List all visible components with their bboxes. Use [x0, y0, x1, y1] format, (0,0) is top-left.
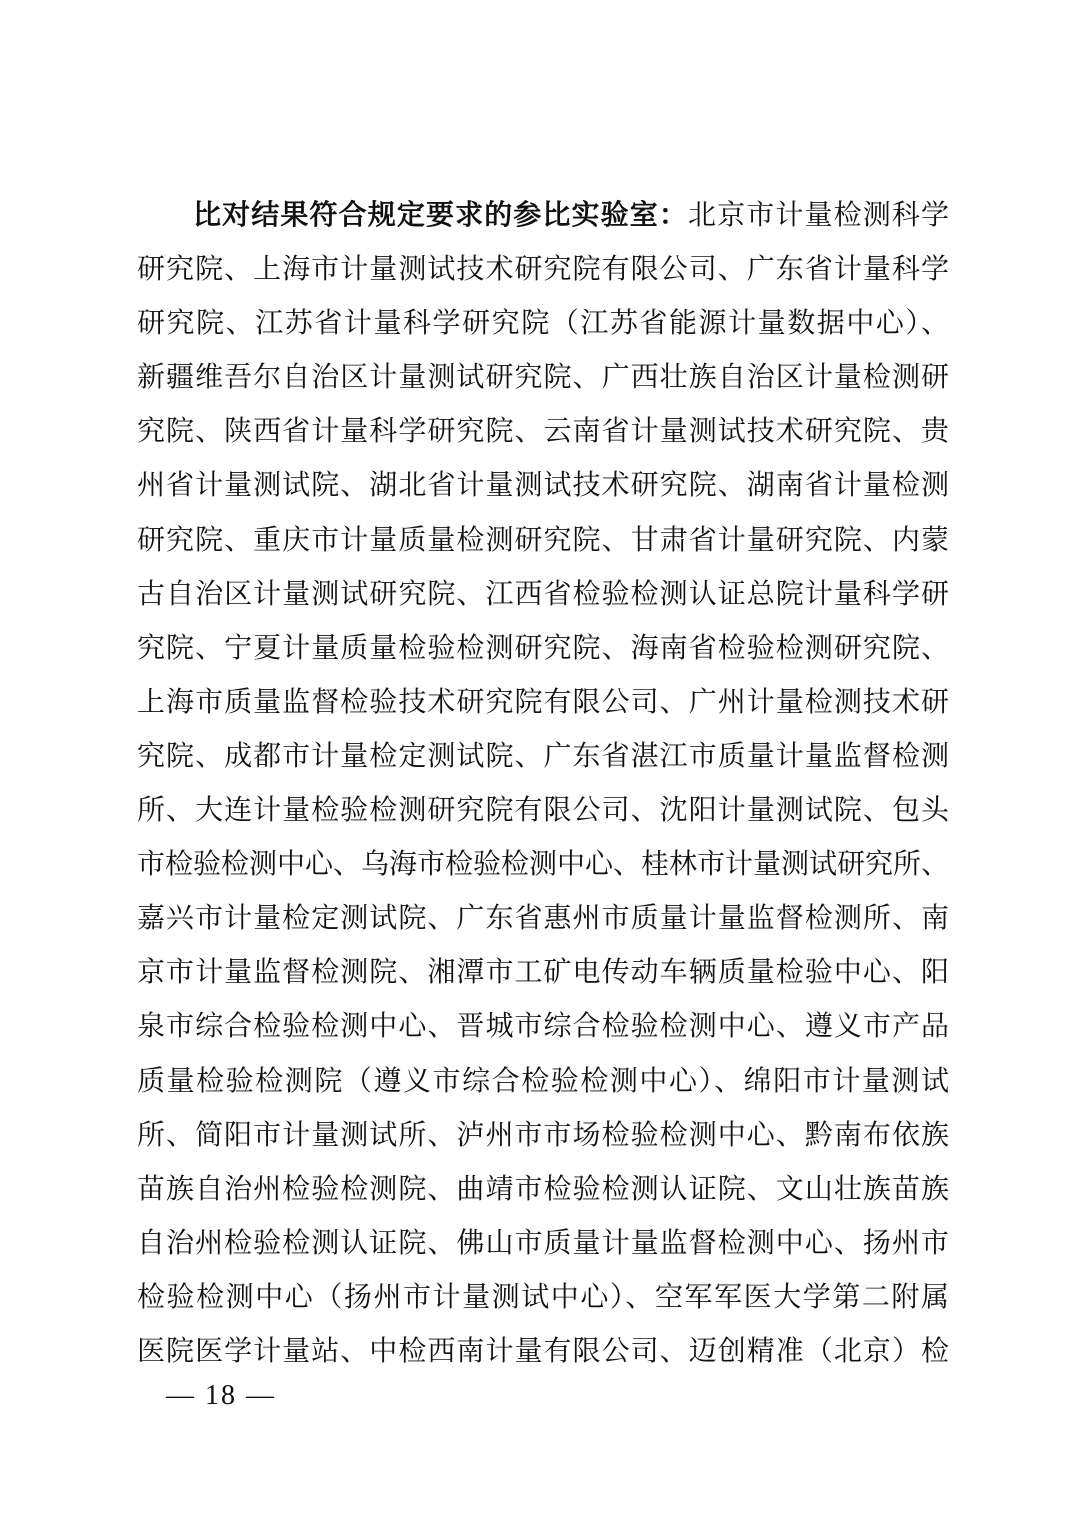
paragraph-first-line — [137, 188, 949, 242]
text-line: 所、大连计量检验检测研究院有限公司、沈阳计量测试院、包头 — [137, 793, 949, 827]
text-line: 研究院、江苏省计量科学研究院（江苏省能源计量数据中心）、 — [137, 306, 949, 340]
text-line: 所、简阳市计量测试所、泸州市市场检验检测中心、黔南布依族 — [137, 1117, 949, 1151]
text-line: 古自治区计量测试研究院、江西省检验检测认证总院计量科学研 — [137, 576, 949, 610]
text-line: 州省计量测试院、湖北省计量测试技术研究院、湖南省计量检测 — [137, 468, 949, 502]
text-line: 京市计量监督检测院、湘潭市工矿电传动车辆质量检验中心、阳 — [137, 955, 949, 989]
text-line: 医院医学计量站、中检西南计量有限公司、迈创精准（北京）检 — [137, 1333, 949, 1367]
first-line-text: 北京市计量检测科学 — [688, 198, 949, 231]
text-line: 自治州检验检测认证院、佛山市质量计量监督检测中心、扬州市 — [137, 1225, 949, 1259]
text-line: 市检验检测中心、乌海市检验检测中心、桂林市计量测试研究所、 — [137, 847, 950, 881]
page-number: — 18 — — [166, 1380, 276, 1411]
text-line: 检验检测中心（扬州市计量测试中心）、空军军医大学第二附属 — [137, 1279, 949, 1313]
text-line: 质量检验检测院（遵义市综合检验检测中心）、绵阳市计量测试 — [137, 1063, 949, 1097]
text-line: 研究院、上海市计量测试技术研究院有限公司、广东省计量科学 — [137, 252, 949, 286]
text-line: 究院、陕西省计量科学研究院、云南省计量测试技术研究院、贵 — [137, 414, 949, 448]
body-text — [137, 188, 949, 1378]
lead-label: 比对结果符合规定要求的参比实验室： — [193, 198, 689, 231]
text-line: 嘉兴市计量检定测试院、广东省惠州市质量计量监督检测所、南 — [137, 901, 949, 935]
text-line: 究院、宁夏计量质量检验检测研究院、海南省检验检测研究院、 — [137, 630, 949, 664]
text-line: 研究院、重庆市计量质量检测研究院、甘肃省计量研究院、内蒙 — [137, 522, 949, 556]
text-line: 究院、成都市计量检定测试院、广东省湛江市质量计量监督检测 — [137, 738, 949, 772]
text-line: 泉市综合检验检测中心、晋城市综合检验检测中心、遵义市产品 — [137, 1009, 949, 1043]
text-line: 新疆维吾尔自治区计量测试研究院、广西壮族自治区计量检测研 — [137, 360, 949, 394]
text-line: 上海市质量监督检验技术研究院有限公司、广州计量检测技术研 — [137, 684, 949, 718]
text-line: 苗族自治州检验检测院、曲靖市检验检测认证院、文山壮族苗族 — [137, 1171, 949, 1205]
